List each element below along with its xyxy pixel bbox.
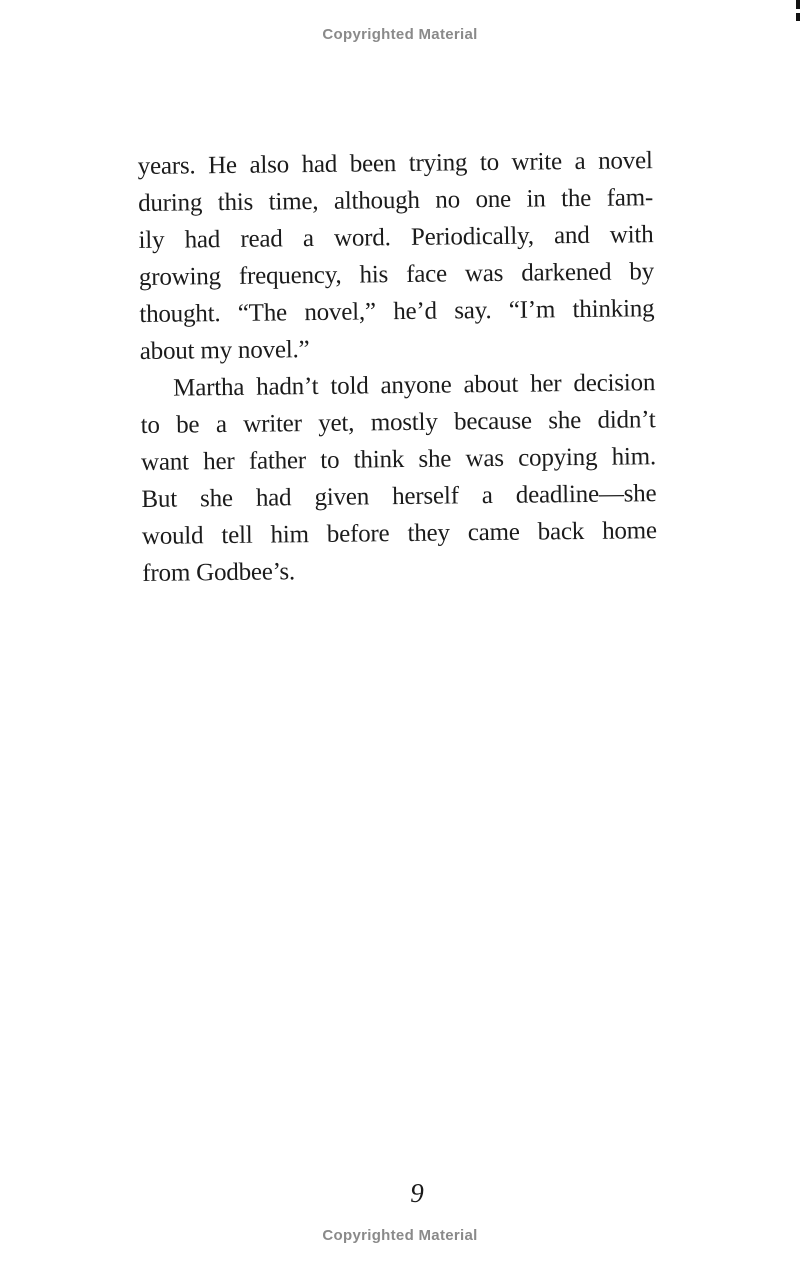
copyright-banner-bottom: Copyrighted Material [322, 1227, 478, 1244]
paragraph [140, 364, 657, 592]
text-line: ily had read a word. Periodically, and with [138, 221, 654, 255]
text-line: want her father to think she was copying him. [140, 443, 657, 476]
page-number: 9 [410, 1178, 424, 1208]
copyright-banner-top: Copyrighted Material [322, 26, 478, 43]
body-text [137, 142, 657, 592]
text-line: from Godbee’s. [142, 558, 296, 587]
text-line: years. He also had been trying to write a novel [137, 147, 653, 181]
text-line: Martha hadn’t told anyone about her decision [173, 369, 656, 402]
text-line: But she had given herself a deadline—she [141, 480, 657, 513]
text-line: about my novel.” [139, 336, 310, 366]
text-line: would tell him before they came back home [141, 517, 658, 550]
paragraph [137, 142, 654, 370]
text-line: during this time, although no one in the fam- [137, 184, 654, 218]
text-line: to be a writer yet, mostly because she didn’t [140, 406, 656, 439]
scan-artifact-mark [796, 0, 800, 9]
text-line: growing frequency, his face was darkened by [138, 258, 655, 292]
scan-artifact-mark [796, 13, 800, 21]
text-line: thought. “The novel,” he’d say. “I’m thinking [139, 295, 655, 329]
